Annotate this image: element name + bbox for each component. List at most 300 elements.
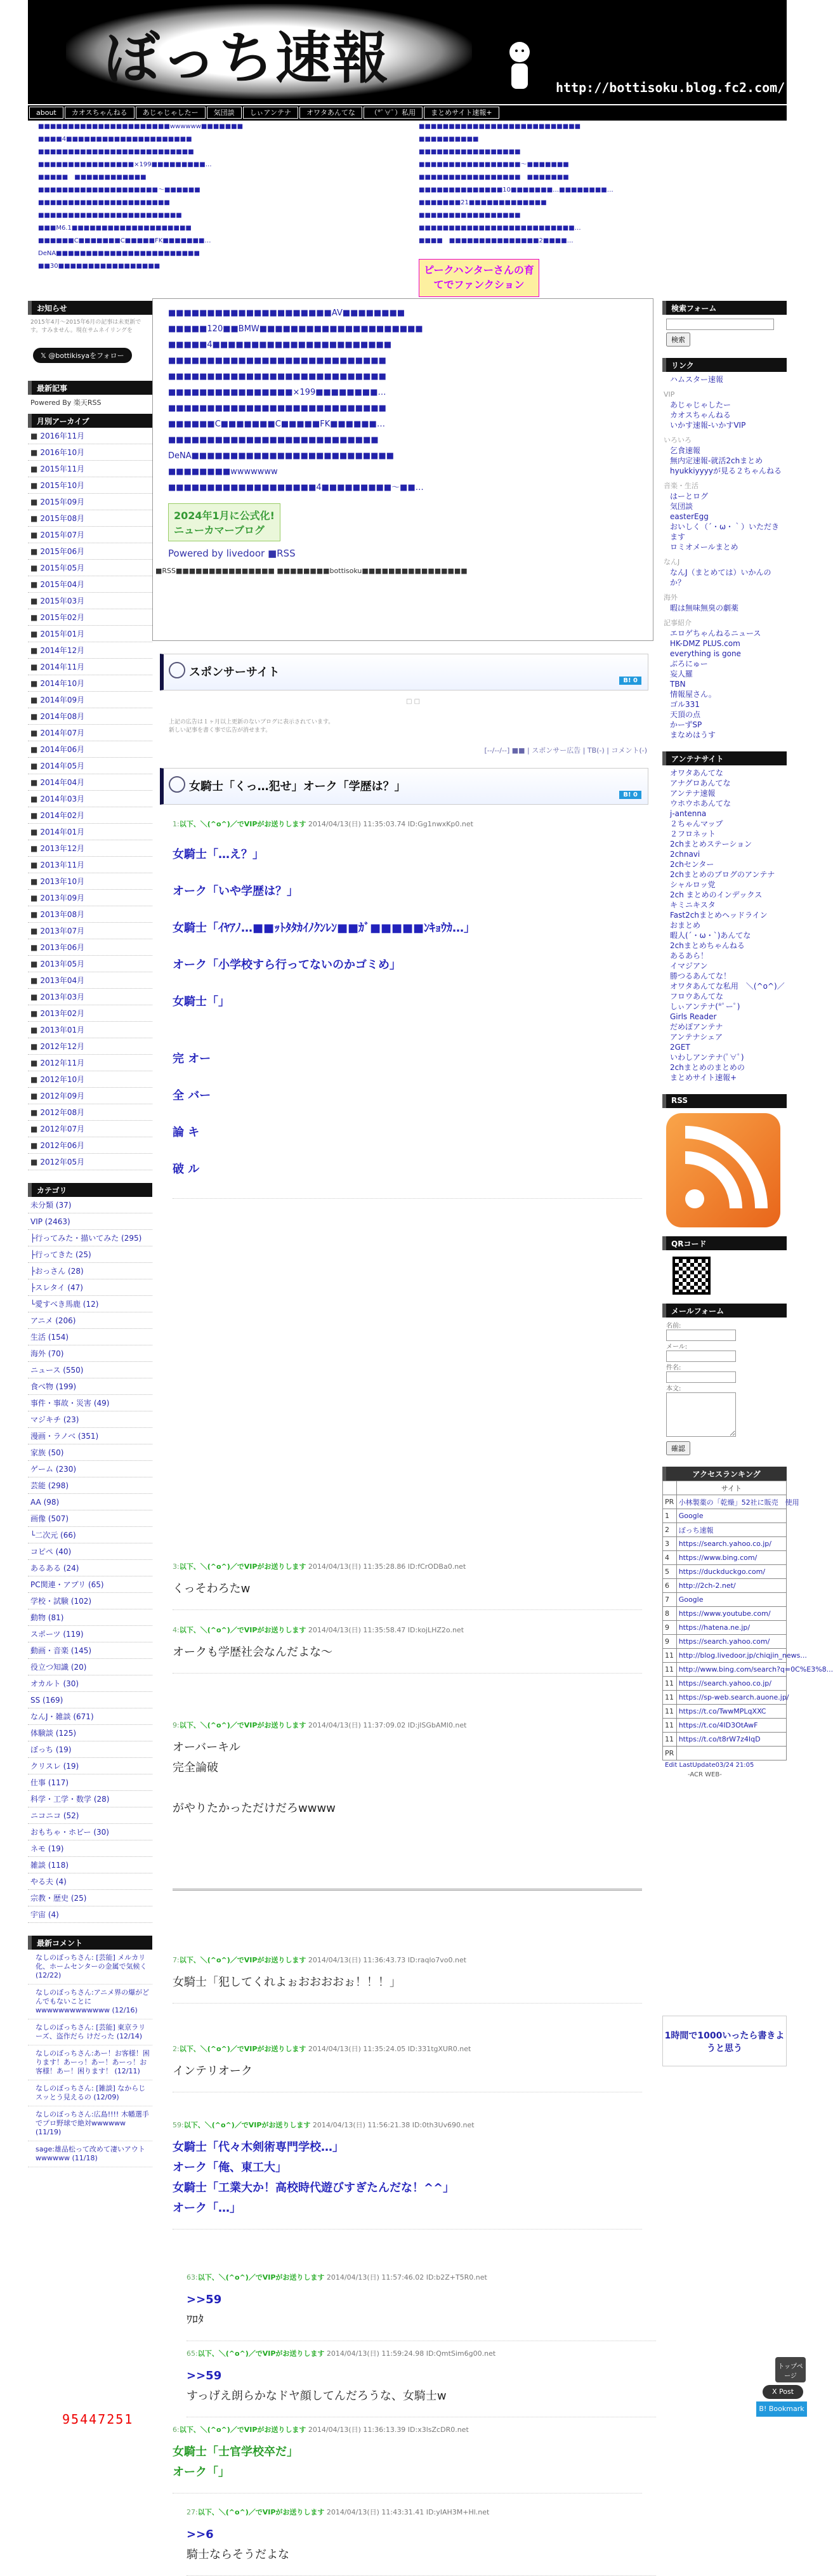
category-item[interactable]: スポーツ (119) [28,1626,152,1642]
post-author[interactable]: 以下、＼(^o^)／でVIPがお送りします [179,2426,306,2434]
post-line[interactable]: >>59 [187,2369,222,2382]
archive-item[interactable] [28,494,152,510]
category-item[interactable]: 宇宙 (4) [28,1906,152,1923]
archive-item[interactable] [28,692,152,708]
post-body [173,1738,642,1819]
sponsor-body [169,717,638,734]
ranking-row[interactable] [663,1579,787,1593]
post-header [173,1625,642,1635]
archive-label: 2013年01月 [40,1026,85,1034]
category-item[interactable]: 仕事 (117) [28,1774,152,1791]
archive-item[interactable] [28,1154,152,1170]
ranking-row[interactable] [663,1635,787,1649]
bullet-icon: ■ [30,663,38,671]
header-link[interactable]: DeNA■■■■■■■■■■■■■■■■■■■■■■■■ [38,250,200,257]
top-link[interactable]: ■■■■■■■■wwwwwww [168,467,278,477]
ranking-site[interactable]: ぼっち速報 [676,1523,786,1537]
archive-item[interactable] [28,527,152,543]
top-link[interactable]: ■■■■■■■■■■■■■■■■■■■■■■■■■■■■ [168,404,386,413]
link-item[interactable]: 天頂の点 [670,710,701,719]
ranking-row[interactable] [663,1677,787,1691]
header-link[interactable]: ■■■■■■■■■■■■■■■■■■■■～■■■■■■ [38,187,200,194]
nav-item[interactable]: （*ﾟ∀ﾟ）私用 [364,107,423,119]
nav-item[interactable]: あじゃじゃしたー [136,107,206,119]
ranking-site[interactable]: https://sp-web.search.auone.jp/ [676,1691,786,1705]
antenna-item[interactable]: しぃアンテナ(*ﾟーﾟ) [670,1002,740,1011]
antenna-item[interactable]: フロウあんてな [670,992,724,1001]
header-link[interactable]: ■■■■■■■■■■■■■■■■■ ■■■■■■■ [419,174,569,181]
archive-item[interactable] [28,543,152,560]
post-author[interactable]: 以下、＼(^o^)／でVIPがお送りします [179,2045,306,2053]
bullet-icon: ■ [30,630,38,638]
top-link[interactable]: ■■■■■■■■■■■■■■■■×199■■■■■■■■… [168,388,386,397]
category-item[interactable]: ゲーム (230) [28,1461,152,1477]
post-line[interactable]: >>6 [187,2528,214,2541]
link-item[interactable]: easterEgg [670,512,709,521]
antenna-item[interactable]: Fast2chまとめヘッドライン [670,911,768,920]
category-item[interactable]: ├おっさん (28) [28,1263,152,1279]
comment-item[interactable]: なしのぼっちさん:あー！お客様！困ります！あーっ！あー！あーっ！お客様！あー！困ります！ (12/11) [28,2045,152,2080]
category-item[interactable]: SS (169) [28,1692,152,1708]
post-date: 2014/04/13(日) 11:57:46.02 ID:b2Z+T5R0.net [324,2273,487,2282]
archive-item[interactable] [28,824,152,840]
header-link[interactable]: ■■■■■■■■■■■■■■■■■■■■■■■■ [38,212,182,219]
archive-item[interactable] [28,989,152,1005]
post-author[interactable]: 以下、＼(^o^)／でVIPがお送りします [179,820,306,828]
category-item[interactable]: AA (98) [28,1494,152,1510]
mail-name-input[interactable] [666,1330,736,1341]
x-post-button[interactable]: X Post [763,2385,803,2399]
ranking-row[interactable] [663,1705,787,1719]
archive-item[interactable] [28,741,152,758]
ranking-row[interactable] [663,1747,787,1760]
ranking-site[interactable]: https://hatena.ne.jp/ [676,1621,786,1635]
link-item[interactable]: おいしく（´・ω・｀）いただきます [670,522,780,541]
ranking-site[interactable]: Google [676,1593,786,1607]
archive-item[interactable] [28,1121,152,1137]
archive-item[interactable] [28,857,152,873]
header-link[interactable]: ■■■■■■■■■■■■■■■■×199■■■■■■■■■… [38,161,212,168]
post-number: 1: [173,820,180,828]
link-item[interactable]: カオスちゃんねる [670,411,731,419]
ranking-row[interactable] [663,1593,787,1607]
link-item[interactable]: 情報屋さん。 [670,690,716,699]
antenna-item[interactable]: ２フロネット [670,829,716,838]
antenna-item[interactable]: シャルロッ党 [670,880,716,889]
link-item[interactable]: いかす速報-いかすVIP [670,421,746,430]
antenna-item[interactable]: 2chまとめちゃんねる [670,941,745,950]
header-link[interactable]: ■■■■■■■■■■■■■■■■■■■■■■wwwwww■■■■■■■ [38,123,244,130]
comment-item[interactable]: なしのぼっちさん:アニメ界の爆がどんでもないことにwwwwwwwwwwwww (12/16) [28,1985,152,2019]
archive-item[interactable] [28,840,152,857]
category-item[interactable]: 事件・事故・災害 (49) [28,1395,152,1411]
ranking-site[interactable]: 小林製薬の「乾燥」52社に販売 使用 [676,1495,786,1509]
post-line: すっげえ朗らかなドヤ顔してんだろうな、女騎士w [187,2389,447,2403]
post-author[interactable]: 以下、＼(^o^)／でVIPがお送りします [197,2349,325,2358]
antenna-item[interactable]: ウホウホあんてな [670,799,731,808]
site-url: http://bottisoku.blog.fc2.com/ [556,80,785,95]
antenna-item[interactable]: 2chnavi [670,850,700,859]
archive-item[interactable] [28,1005,152,1022]
category-item[interactable]: 科学・工学・数学 (28) [28,1791,152,1807]
header-link[interactable]: ■■30■■■■■■■■■■■■■■■■■ [38,263,161,270]
link-item[interactable]: everything is gone [670,649,741,658]
category-item[interactable]: VIP (2463) [28,1213,152,1230]
header-link[interactable]: ■■■■■■■■■■■■■■■■■■■■■■■■■■… [419,225,581,232]
antenna-item[interactable]: アンテナ速報 [670,789,716,798]
link-item[interactable]: 暇は無味無臭の劇薬 [670,604,739,612]
archive-item[interactable] [28,477,152,494]
ranking-site[interactable]: https://search.yahoo.co.jp/ [676,1537,786,1551]
ranking-site[interactable]: https://duckduckgo.com/ [676,1565,786,1579]
archive-item[interactable] [28,956,152,972]
post-author[interactable]: 以下、＼(^o^)／でVIPがお送りします [179,1956,306,1964]
ranking-site[interactable]: https://t.co/4ID3OtAwF [676,1719,786,1733]
link-item[interactable]: はーとログ [670,492,709,501]
header-link[interactable]: ■■■■■ ■■■■■■■■■■■■ [38,174,147,181]
post-author[interactable]: 以下、＼(^o^)／でVIPがお送りします [183,2121,311,2129]
archive-item[interactable] [28,1071,152,1088]
top-link[interactable]: ■■■■■■■■■■■■■■■■■■■4■■■■■■■■■～■■… [168,483,424,492]
antenna-item[interactable]: 2chまとめのブログのアンテナ [670,870,775,879]
top-link[interactable]: ■■■■■4■■■■■■■■■■■■■■■■■■■■■■■ [168,340,392,350]
top-link[interactable]: DeNA■■■■■■■■■■■■■■■■■■■■■■■■■■ [168,451,394,461]
ranking-site[interactable]: https://t.co/t8rW7z4IqD [676,1733,786,1747]
category-item[interactable]: ぼっち (19) [28,1741,152,1758]
archive-item[interactable] [28,1088,152,1104]
main-column [152,298,653,2561]
antenna-item[interactable]: あるあら！ [670,951,709,960]
antenna-item[interactable]: 勝つるあんてな！ [670,972,731,981]
archive-item[interactable] [28,1137,152,1154]
ranking-site[interactable]: https://www.bing.com/ [676,1551,786,1565]
category-item[interactable]: PC関連・アプリ (65) [28,1576,152,1593]
archive-item[interactable] [28,510,152,527]
post-line: オーバーキル [173,1741,240,1754]
link-item[interactable]: 乞食速報 [670,446,701,455]
header-link[interactable]: ■■■■4■■■■■■■■■■■■■■■■■■■■■ [38,136,192,143]
powered-by-link[interactable]: Powered by livedoor ■RSS [168,548,296,559]
archive-item[interactable] [28,428,152,444]
archive-item[interactable] [28,1038,152,1055]
rss-icon[interactable] [666,1113,780,1227]
post-header [173,2424,642,2434]
ranking-site[interactable]: Google [676,1509,786,1523]
nav-item[interactable]: しぃアンテナ [243,107,298,119]
hatena-bookmark-button[interactable]: B! 0 [619,677,641,685]
post-header [173,1720,642,1730]
category-item[interactable]: 動画・音楽 (145) [28,1642,152,1659]
nav-item[interactable]: カオスちゃんねる [65,107,134,119]
category-item[interactable]: └愛すべき馬鹿 (12) [28,1296,152,1312]
archive-item[interactable] [28,444,152,461]
category-item[interactable]: コピペ (40) [28,1543,152,1560]
latest-text[interactable]: Powered By 楽天RSS [30,399,102,407]
antenna-item[interactable]: おまとめ [670,921,701,930]
bullet-icon: ■ [30,729,38,737]
category-item[interactable]: 宗教・歴史 (25) [28,1890,152,1906]
banner-image[interactable]: ピークハンターさんの育てでファンクション [419,259,539,297]
category-item[interactable]: 生活 (154) [28,1329,152,1345]
post-author[interactable]: 以下、＼(^o^)／でVIPがお送りします [197,2508,325,2516]
ranking-rank: 6 [663,1579,677,1593]
category-item[interactable]: 未分類 (37) [28,1197,152,1213]
ranking-rank: 5 [663,1565,677,1579]
ranking-row[interactable] [663,1691,787,1705]
ranking-site[interactable]: https://search.yahoo.co.jp/ [676,1677,786,1691]
antenna-item[interactable]: 暇人(´・ω・`)あんてな [670,931,751,940]
antenna-item[interactable]: いわしアンテナ(ﾟ∀ﾟ) [670,1053,744,1062]
category-item[interactable]: 体験談 (125) [28,1725,152,1741]
ranking-row[interactable] [663,1495,787,1509]
post-author[interactable]: 以下、＼(^o^)／でVIPがお送りします [179,1721,306,1729]
ranking-row[interactable] [663,1663,787,1677]
category-item[interactable]: やる夫 (4) [28,1873,152,1890]
hatena-bookmark-button[interactable]: B! 0 [619,791,641,799]
nav-item[interactable]: オワタあんてな [299,107,362,119]
link-item[interactable]: まなめはうす [670,730,716,739]
comment-item[interactable]: なしのぼっちさん: [芸能] メルカリ化、ホームセンターの金属で気候く (12/22) [28,1950,152,1985]
mail-confirm-button[interactable]: 確認 [666,1441,690,1455]
archive-item[interactable] [28,609,152,626]
antenna-item[interactable]: だめぽアンテナ [670,1022,723,1031]
link-item[interactable]: 気団談 [670,502,693,511]
post-author[interactable]: 以下、＼(^o^)／でVIPがお送りします [179,1562,306,1571]
category-item[interactable]: └二次元 (66) [28,1527,152,1543]
archive-item[interactable] [28,560,152,576]
header-link[interactable]: ■■■■■■■■■■■■■■■■■■■■■■■■■■■ [419,123,581,130]
header-link[interactable]: ■■■■■■■21■■■■■■■■■■■■■ [419,199,547,206]
category-item[interactable]: 漫画・ラノベ (351) [28,1428,152,1444]
search-button[interactable]: 検索 [666,333,690,347]
ranking-row[interactable] [663,1509,787,1523]
category-item[interactable]: 食べ物 (199) [28,1378,152,1395]
category-item[interactable]: 役立つ知識 (20) [28,1659,152,1675]
link-item[interactable]: 妄人羅 [670,670,693,678]
archive-label: 2015年08月 [40,514,85,523]
link-item[interactable]: 無内定速報-就活2chまとめ [670,456,763,465]
antenna-item[interactable]: 2chセンター [670,860,714,869]
ranking-credit[interactable]: -ACR WEB- [688,1771,722,1778]
comment-item[interactable]: sage:雄品松って改めて凄いアウトwwwwww (11/18) [28,2141,152,2167]
top-link[interactable]: ■■■■■■■■■■■■■■■■■■■■■■■■■■■■ [168,356,386,366]
ranking-rank: 11 [663,1733,677,1747]
back-to-top-button[interactable]: トップページ [775,2357,806,2382]
hatena-bookmark-float-button[interactable]: B! Bookmark [756,2401,807,2417]
mail-subject-input[interactable] [666,1371,736,1383]
ranking-row[interactable] [663,1621,787,1635]
archive-item[interactable] [28,642,152,659]
top-link[interactable]: ■■■■■■■■■■■■■■■■■■■■■AV■■■■■■■■ [168,308,405,318]
archive-label: 2012年05月 [40,1158,85,1166]
archive-item[interactable] [28,774,152,791]
archive-item[interactable] [28,593,152,609]
ranking-site[interactable]: http://2ch-2.net/ [676,1579,786,1593]
header-link[interactable]: ■■■■■■■■■■■■■■■■■ [419,212,521,219]
category-item[interactable]: ネモ (19) [28,1840,152,1857]
comment-list [28,1950,152,2167]
category-item[interactable]: ニュース (550) [28,1362,152,1378]
archive-item[interactable] [28,461,152,477]
archive-item[interactable] [28,890,152,906]
ranking-row[interactable] [663,1719,787,1733]
archive-item[interactable] [28,1055,152,1071]
archive-item[interactable] [28,923,152,939]
link-item[interactable]: かーずSP [670,720,702,729]
ranking-site[interactable] [676,1747,786,1760]
bullet-icon: ■ [30,1141,38,1150]
nav-item[interactable]: 気団談 [207,107,242,119]
category-item[interactable]: おもちゃ・ホビー (30) [28,1824,152,1840]
post-line: 女騎士「士官学校卒だ」 [173,2445,298,2459]
header-link[interactable]: ■■■■ ■■■■■■■■■■■■■■■2■■■■… [419,237,574,244]
archive-item[interactable] [28,906,152,923]
category-item[interactable]: ニコニコ (52) [28,1807,152,1824]
archive-item[interactable] [28,873,152,890]
category-item[interactable]: クリスレ (19) [28,1758,152,1774]
archive-item[interactable] [28,576,152,593]
category-list [28,1197,152,1923]
search-input[interactable] [666,319,774,330]
header-link[interactable]: ■■■■■■■■■■■■■■■■■ [419,149,521,155]
category-item[interactable]: ├行ってみた・描いてみた (295) [28,1230,152,1246]
antenna-item[interactable]: 2ch まとめのインデックス [670,890,763,899]
category-item[interactable]: ├スレタイ (47) [28,1279,152,1296]
mail-address-input[interactable] [666,1351,736,1362]
ranking-site[interactable]: https://search.yahoo.com/ [676,1635,786,1649]
ranking-edit-link[interactable]: Edit LastUpdate03/24 21:05 [665,1762,754,1769]
header-link[interactable]: ■■■■■■■■■■■■■■10■■■■■■■…■■■■■■■■… [419,187,613,194]
category-item[interactable]: 画像 (507) [28,1510,152,1527]
header-link[interactable]: ■■■■■■■■■■■■■■■■■～■■■■■■■ [419,161,569,168]
category-item[interactable]: オカルト (30) [28,1675,152,1692]
category-item[interactable]: ├行ってきた (25) [28,1246,152,1263]
archive-item[interactable] [28,758,152,774]
post-author[interactable]: 以下、＼(^o^)／でVIPがお送りします [197,2273,325,2282]
link-item[interactable]: ロミオメールまとめ [670,543,738,552]
comment-item[interactable]: なしのぼっちさん:広島!!!! 木幡選手でプロ野球で絶対wwwwww (11/19) [28,2106,152,2141]
link-item[interactable]: HK-DMZ PLUS.com [670,639,740,648]
category-item[interactable]: なんJ・雑談 (671) [28,1708,152,1725]
category-item[interactable]: 海外 (70) [28,1345,152,1362]
category-item[interactable]: あるある (24) [28,1560,152,1576]
post-line[interactable]: >>59 [187,2293,222,2306]
header-link[interactable]: ■■■M6.1■■■■■■■■■■■■■■■■■■■■ [38,225,192,232]
archive-item[interactable] [28,708,152,725]
ranking-row[interactable] [663,1551,787,1565]
mail-body-input[interactable] [666,1392,736,1437]
archive-item[interactable] [28,807,152,824]
antenna-item[interactable]: オワタあんてな [670,769,723,777]
archive-item[interactable] [28,791,152,807]
archive-item[interactable] [28,626,152,642]
archive-item[interactable] [28,725,152,741]
post-date: 2014/04/13(日) 11:35:28.86 ID:fCrODBa0.net [306,1562,466,1571]
header-link[interactable]: ■■■■■■C■■■■■■■C■■■■■FK■■■■■■■… [38,237,211,244]
latest-heading: 最新記事 [28,381,152,395]
ranking-site[interactable]: https://www.youtube.com/ [676,1607,786,1621]
antenna-item[interactable]: アンテナシェア [670,1033,723,1041]
comment-item[interactable]: なしのぼっちさん: [芸能] 東京ラリーズ、盗作だら けだった (12/14) [28,2019,152,2045]
archive-item[interactable] [28,939,152,956]
antenna-item[interactable]: アナグロあんてな [670,779,731,788]
ranking-site[interactable]: http://blog.livedoor.jp/chiqjin_news... [676,1649,786,1663]
newcomer-banner[interactable]: 2024年1月に公式化! ニューカマーブログ [168,503,280,541]
link-item[interactable]: ぶろにゅー [670,659,708,668]
comment-item[interactable]: なしのぼっちさん: [雑談] なからじスッとう見えるの (12/09) [28,2080,152,2106]
link-item[interactable]: ゴル331 [670,700,700,709]
ranking-row[interactable] [663,1607,787,1621]
category-item[interactable]: 芸能 (298) [28,1477,152,1494]
left-sidebar [28,301,152,2167]
link-item[interactable]: TBN [670,680,686,689]
top-link[interactable]: ■■■■■■■■■■■■■■■■■■■■■■■■■■■ [168,435,379,445]
category-item[interactable]: マジキチ (23) [28,1411,152,1428]
site-title[interactable]: ぼっち速報 [104,25,390,91]
ranking-row[interactable] [663,1733,787,1747]
antenna-item[interactable]: まとめサイト速報+ [670,1073,737,1082]
ranking-row[interactable] [663,1537,787,1551]
header-link[interactable]: ■■■■■■■■■■■■■■■■■■■■■■ [38,199,170,206]
x-follow-button[interactable] [33,348,132,363]
antenna-item[interactable]: オワタあんてな私用 ＼(^o^)／ [670,982,785,991]
category-item[interactable]: 動物 (81) [28,1609,152,1626]
category-item[interactable]: 雑談 (118) [28,1857,152,1873]
link-item[interactable]: なんJ（まとめては）いかんのか？ [670,568,771,587]
archive-item[interactable] [28,659,152,675]
antenna-item[interactable]: j-antenna [670,809,707,818]
bullet-icon: ■ [30,877,38,886]
post-author[interactable]: 以下、＼(^o^)／でVIPがお送りします [179,1626,306,1634]
link-item[interactable]: ハムスター速報 [670,375,724,384]
ranking-site[interactable]: http://www.bing.com/search?q=0C%E3%8... [676,1663,786,1677]
bullet-icon: ■ [30,1092,38,1100]
top-link[interactable]: ■■■■■120■■BMW■■■■■■■■■■■■■■■■■■■■■ [168,324,423,334]
nav-item[interactable]: まとめサイト速報+ [424,107,499,119]
link-item[interactable]: エロゲちゃんねるニュース [670,629,761,638]
header-link[interactable]: ■■■■■■■■■■ [419,136,479,143]
antenna-item[interactable]: イマジアン [670,961,708,970]
ranking-row[interactable] [663,1523,787,1537]
category-item[interactable]: 学校・試験 (102) [28,1593,152,1609]
sponsor-footer[interactable]: [--/--/--] ■■ | スポンサー広告 | TB(-) | コメント(-) [484,746,647,755]
archive-item[interactable] [28,1022,152,1038]
top-link[interactable]: ■■■■■■■■■■■■■■■■■■■■■■■■■■■■ [168,372,386,381]
antenna-item[interactable]: ２ちゃんマップ [670,819,723,828]
ranking-rank: 11 [663,1663,677,1677]
link-item[interactable]: hyukkiyyyyが見る２ちゃんねる [670,466,782,475]
antenna-item[interactable]: 2chまとめのまとめの [670,1063,745,1072]
post-date: 2014/04/13(日) 11:36:43.73 ID:raqlo7vo0.net [306,1956,467,1964]
antenna-item[interactable]: Girls Reader [670,1012,717,1021]
category-item[interactable]: 家族 (50) [28,1444,152,1461]
category-item[interactable]: アニメ (206) [28,1312,152,1329]
header-link[interactable]: ■■■■■■■■■■■■■■■■■■■■■■■■■■ [38,149,194,155]
antenna-item[interactable]: キミニキスタ [670,901,716,909]
link-item[interactable]: あじゃじゃしたー [670,400,731,409]
antenna-item[interactable]: 2chまとめステーション [670,840,752,849]
article-title[interactable]: 女騎士「くっ…犯せ」オーク「学歴は？」 [189,780,406,793]
archive-item[interactable] [28,675,152,692]
antenna-item[interactable]: 2GET [670,1043,690,1052]
ranking-row[interactable] [663,1649,787,1663]
top-link[interactable]: ■■■■■■C■■■■■■■C■■■■■FK■■■■■■… [168,419,385,429]
ranking-row[interactable] [663,1565,787,1579]
nav-item[interactable]: about [29,107,63,119]
archive-item[interactable] [28,972,152,989]
archive-item[interactable] [28,1104,152,1121]
ranking-site[interactable]: https://t.co/TwwMPLqXXC [676,1705,786,1719]
